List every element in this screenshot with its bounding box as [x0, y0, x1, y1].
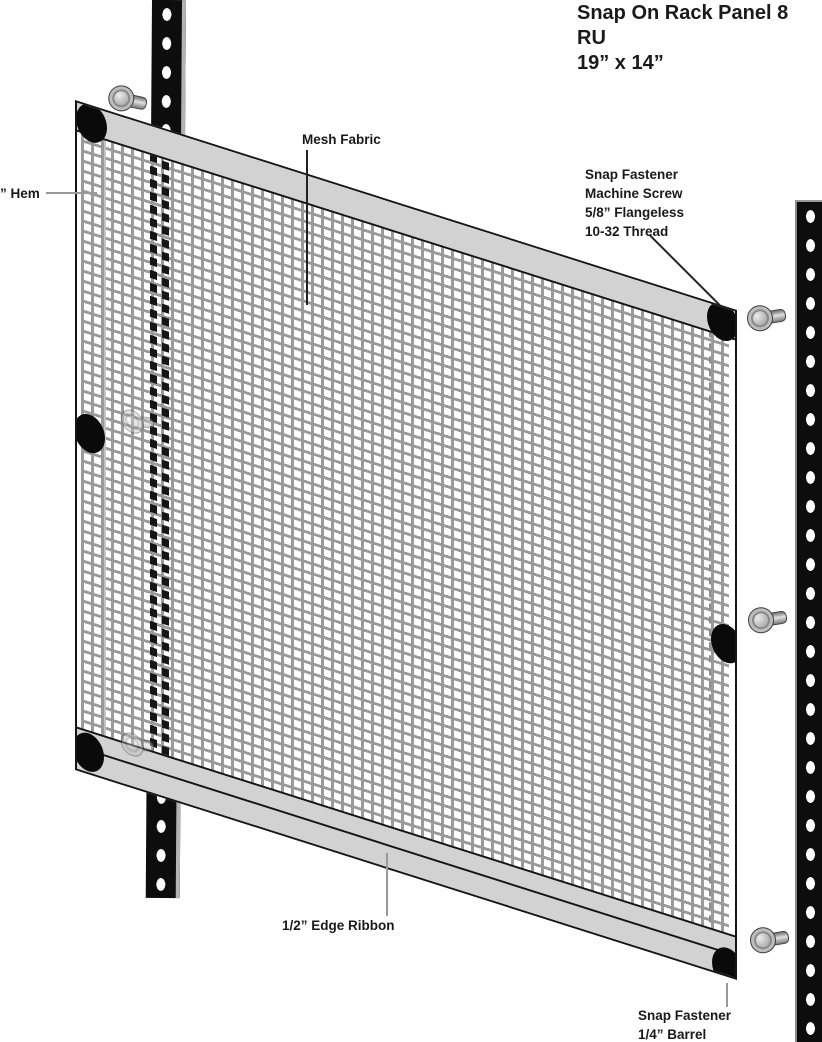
leader-line-mesh-fabric	[306, 150, 308, 305]
label-snap-fastener-machine-screw	[585, 165, 684, 241]
diagram-title	[577, 1, 822, 76]
screw-head	[106, 83, 137, 114]
label-hem: ” Hem	[0, 186, 40, 201]
screw-head	[118, 409, 146, 435]
hem-stitching	[150, 153, 169, 757]
label-line: Snap Fastener	[585, 167, 679, 182]
leader-line-hem	[46, 192, 97, 194]
label-line: 1/4” Barrel	[638, 1027, 707, 1042]
machine-screw-bottom-right	[748, 923, 794, 956]
leader-line-edge-ribbon	[386, 853, 388, 916]
machine-screw-behind-mesh-bottom-left	[118, 732, 161, 763]
label-mesh-fabric: Mesh Fabric	[302, 132, 381, 147]
rack-rail-right	[795, 200, 822, 1042]
label-edge-ribbon: 1/2” Edge Ribbon	[282, 918, 395, 933]
screw-head	[748, 925, 778, 955]
screw-head	[746, 605, 776, 635]
screw-head	[745, 303, 775, 333]
title-line-1: Snap On Rack Panel 8 RU	[577, 2, 789, 49]
label-line: Machine Screw	[585, 186, 683, 201]
hem-stitch-line	[150, 153, 157, 753]
machine-screw-behind-mesh-middle-left	[118, 409, 161, 440]
machine-screw-top-right	[745, 301, 791, 334]
title-line-2: 19” x 14”	[577, 52, 664, 74]
screw-head	[118, 732, 146, 758]
label-snap-fastener-barrel	[638, 1006, 731, 1042]
machine-screw-middle-right	[746, 603, 792, 636]
label-line: Snap Fastener	[638, 1008, 732, 1023]
leader-line-snap-fastener-barrel	[726, 983, 728, 1007]
hem-stitch-line	[162, 157, 169, 757]
label-line: 5/8” Flangeless	[585, 205, 685, 220]
label-line: 10-32 Thread	[585, 224, 669, 239]
